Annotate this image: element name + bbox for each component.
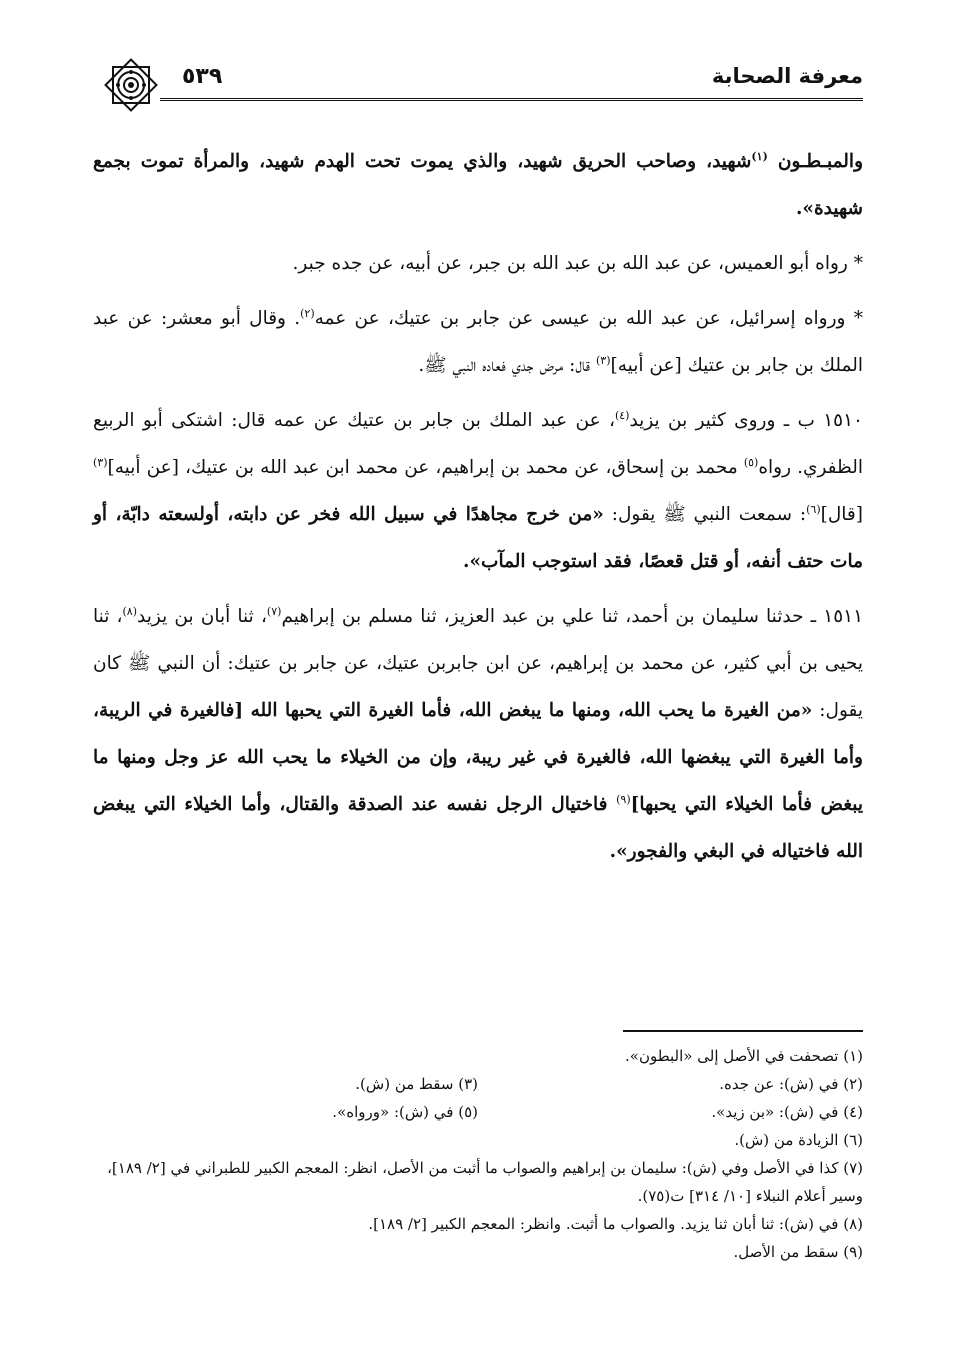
footnote-ref-5[interactable]: (٥) [743, 455, 759, 469]
hadith-1510 [93, 397, 863, 585]
footnote-ref-7[interactable]: (٧) [266, 604, 282, 618]
hadith-1511 [93, 593, 863, 875]
footnote-3: (٣) سقط من (ش). [355, 1075, 478, 1093]
footnote-ref-3b[interactable]: (٣) [93, 455, 108, 469]
footnote-8: (٨) في (ش): ثنا أبان ثنا يزيد. والصواب ما أثبت. وانظر: المعجم الكبير [٢/ ١٨٩]. [368, 1215, 863, 1233]
text-run: : سمعت النبي ﷺ يقول: [603, 504, 807, 525]
footnote-ref-9[interactable]: (٩) [616, 792, 631, 806]
footnote-row [93, 1070, 863, 1098]
page-header [100, 58, 863, 98]
paragraph-1 [93, 138, 863, 232]
footnote-5: (٥) في (ش): «ورواه». [332, 1103, 478, 1121]
text-run: والمبـطـون [767, 151, 864, 172]
text-run: * رواه أبو العميس، عن عبد الله بن عبد الله بن جبر، عن أبيه، عن جده جبر. [292, 253, 863, 274]
page-number: ٥٣٩ [182, 64, 223, 89]
octagram-ornament-icon [100, 54, 162, 116]
text-run: ١٥١٠ ب ـ وروى كثير بن يزيد [629, 410, 863, 431]
footnote-ref-4[interactable]: (٤) [614, 408, 630, 422]
header-rule [160, 98, 863, 101]
text-run: . وقال أبو معشر: عن عبد الملك بن جابر بن عتيك [عن أبيه] [93, 308, 863, 376]
hadith-text: فاختيال الرجل نفسه عند الصدقة والقتال، وأما الخيلاء التي يبغض الله فاختياله في البغي والفجور». [93, 794, 863, 862]
hadith-text: «من الغيرة ما يحب الله، ومنها ما يبغض الله، فأما الغيرة التي يحبها الله [فالغيرة في الريبة، وأما الغيرة التي يبغضها الله، فالغيرة في غير ريبة، وإن من الخيلاء ما يحب الله عز وجل ومنها ما يبغض فأما الخيلاء التي يحبها] [93, 700, 863, 815]
text-run: * ورواه إسرائيل، عن عبد الله بن عيسى عن جابر بن عتيك، عن عمه [314, 308, 863, 329]
paragraph-2 [93, 240, 863, 287]
text-run: ١٥١١ ـ حدثنا سليمان بن أحمد، ثنا علي بن عبد العزيز، ثنا مسلم بن إبراهيم [281, 606, 864, 627]
footnote-9: (٩) سقط من الأصل. [733, 1243, 863, 1261]
text-run: ، ثنا يحيى بن أبي كثير، عن محمد بن إبراهيم، عن ابن جابربن عتيك، عن جابر بن عتيك: أن النبي ﷺ كان يقول: [93, 606, 864, 721]
text-run: ، عن عبد الملك بن جابر بن عتيك عن عمه قال: اشتكى أبو الربيع الظفري. رواه [93, 410, 863, 478]
footnote-ref-1[interactable]: (١) [751, 149, 768, 163]
text-run: محمد بن إسحاق، عن محمد بن إبراهيم، عن محمد ابن عبد الله بن عتيك، [عن أبيه] [107, 457, 744, 478]
footnote-6: (٦) الزيادة من (ش). [734, 1131, 863, 1149]
footnote-ref-2[interactable]: (٢) [300, 306, 315, 320]
main-text [93, 138, 863, 883]
running-title: معرفة الصحابة [711, 64, 863, 88]
paragraph-3 [93, 295, 863, 389]
footnote-7: (٧) كذا في الأصل وفي (ش): سليمان بن إبراهيم والصواب ما أثبت من الأصل، انظر: المعجم الكبير للطبراني في [٢/ ١٨٩]، وسير أعلام النبلاء [١٠/ ٣١٤] ت(٧٥). [107, 1159, 863, 1205]
footnote-ref-3[interactable]: (٣) [595, 353, 611, 367]
footnotes [93, 1030, 863, 1266]
footnote-rule [623, 1030, 863, 1032]
footnote-ref-8[interactable]: (٨) [122, 604, 138, 618]
text-run: شهيد، وصاحب الحريق شهيد، والذي يموت تحت الهدم شهيد، والمرأة تموت بجمع شهيدة». [93, 151, 863, 219]
footnote-4: (٤) في (ش): «بن زيد». [711, 1103, 863, 1121]
text-run: ، ثنا أبان بن يزيد [137, 606, 267, 627]
footnote-row [93, 1098, 863, 1126]
hadith-text: «من خرج مجاهدًا في سبيل الله فخر عن دابته، أولسعته دابّة، أو مات حتف أنفه، أو قتل قعصًا، فقد استوجب المآب». [93, 504, 863, 572]
footnote-ref-6[interactable]: (٦) [806, 502, 821, 516]
footnote-2: (٢) في (ش): عن جده. [719, 1075, 863, 1093]
footnote-1: (١) تصحفت في الأصل إلى «البطون». [625, 1047, 863, 1065]
text-run: قال: مرض جدي فعاده النبي ﷺ. [418, 355, 596, 376]
text-run: [قال] [820, 504, 863, 525]
